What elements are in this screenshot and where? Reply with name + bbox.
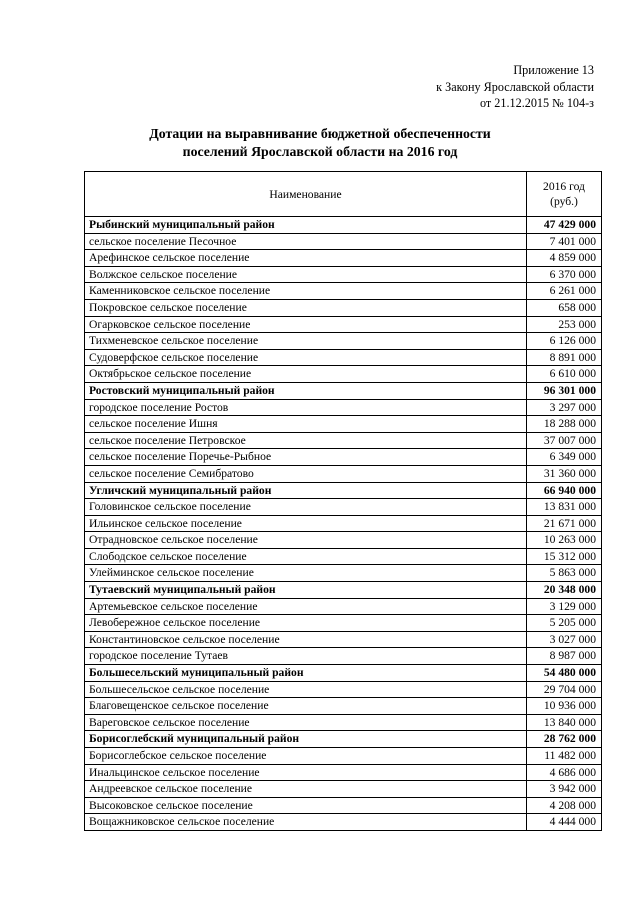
settlement-row xyxy=(85,316,602,333)
settlement-row xyxy=(85,250,602,267)
row-name: Огарковское сельское поселение xyxy=(85,316,527,333)
row-amount: 658 000 xyxy=(527,299,602,316)
row-amount: 6 349 000 xyxy=(527,449,602,466)
column-header-amount xyxy=(527,172,602,217)
settlement-row xyxy=(85,714,602,731)
settlement-row xyxy=(85,565,602,582)
settlement-row xyxy=(85,781,602,798)
document-header xyxy=(436,62,594,112)
row-name: Тутаевский муниципальный район xyxy=(85,582,527,599)
row-amount: 253 000 xyxy=(527,316,602,333)
row-amount: 11 482 000 xyxy=(527,748,602,765)
row-name: Октябрьское сельское поселение xyxy=(85,366,527,383)
settlement-row xyxy=(85,349,602,366)
row-name: Покровское сельское поселение xyxy=(85,299,527,316)
settlement-row xyxy=(85,333,602,350)
row-name: Борисоглебский муниципальный район xyxy=(85,731,527,748)
row-name: Артемьевское сельское поселение xyxy=(85,598,527,615)
settlement-row xyxy=(85,399,602,416)
row-amount: 47 429 000 xyxy=(527,217,602,234)
row-name: сельское поселение Петровское xyxy=(85,432,527,449)
settlement-row xyxy=(85,648,602,665)
district-row xyxy=(85,482,602,499)
page-title xyxy=(0,125,640,160)
row-name: Тихменевское сельское поселение xyxy=(85,333,527,350)
row-name: Ильинское сельское поселение xyxy=(85,515,527,532)
row-name: Улейминское сельское поселение xyxy=(85,565,527,582)
subsidy-table xyxy=(84,171,602,831)
settlement-row xyxy=(85,449,602,466)
row-amount: 15 312 000 xyxy=(527,548,602,565)
row-amount: 6 126 000 xyxy=(527,333,602,350)
district-row xyxy=(85,731,602,748)
row-amount: 13 831 000 xyxy=(527,499,602,516)
settlement-row xyxy=(85,299,602,316)
district-row xyxy=(85,217,602,234)
law-reference: к Закону Ярославской области xyxy=(436,79,594,94)
settlement-row xyxy=(85,748,602,765)
row-name: сельское поселение Поречье-Рыбное xyxy=(85,449,527,466)
row-name: Андреевское сельское поселение xyxy=(85,781,527,798)
column-header-year: 2016 год xyxy=(543,180,585,193)
row-name: Константиновское сельское поселение xyxy=(85,631,527,648)
row-name: городское поселение Тутаев xyxy=(85,648,527,665)
row-amount: 37 007 000 xyxy=(527,432,602,449)
settlement-row xyxy=(85,548,602,565)
row-amount: 6 370 000 xyxy=(527,266,602,283)
settlement-row xyxy=(85,499,602,516)
column-header-unit: (руб.) xyxy=(550,195,578,208)
row-name: Большесельское сельское поселение xyxy=(85,681,527,698)
row-amount: 96 301 000 xyxy=(527,382,602,399)
settlement-row xyxy=(85,432,602,449)
table-header-row xyxy=(85,172,602,217)
row-amount: 6 610 000 xyxy=(527,366,602,383)
column-header-name: Наименование xyxy=(85,172,527,217)
settlement-row xyxy=(85,814,602,831)
row-amount: 13 840 000 xyxy=(527,714,602,731)
row-amount: 3 942 000 xyxy=(527,781,602,798)
row-amount: 8 891 000 xyxy=(527,349,602,366)
row-name: сельское поселение Песочное xyxy=(85,233,527,250)
settlement-row xyxy=(85,233,602,250)
title-line-1: Дотации на выравнивание бюджетной обеспеченности xyxy=(149,126,491,141)
row-name: сельское поселение Ишня xyxy=(85,416,527,433)
row-amount: 29 704 000 xyxy=(527,681,602,698)
settlement-row xyxy=(85,283,602,300)
row-amount: 4 208 000 xyxy=(527,797,602,814)
row-name: Большесельский муниципальный район xyxy=(85,665,527,682)
settlement-row xyxy=(85,465,602,482)
settlement-row xyxy=(85,532,602,549)
settlement-row xyxy=(85,366,602,383)
row-name: Ростовский муниципальный район xyxy=(85,382,527,399)
row-amount: 20 348 000 xyxy=(527,582,602,599)
row-amount: 4 686 000 xyxy=(527,764,602,781)
settlement-row xyxy=(85,681,602,698)
row-amount: 6 261 000 xyxy=(527,283,602,300)
row-amount: 7 401 000 xyxy=(527,233,602,250)
row-amount: 5 863 000 xyxy=(527,565,602,582)
row-amount: 54 480 000 xyxy=(527,665,602,682)
row-amount: 31 360 000 xyxy=(527,465,602,482)
settlement-row xyxy=(85,797,602,814)
row-name: Слободское сельское поселение xyxy=(85,548,527,565)
row-name: Отрадновское сельское поселение xyxy=(85,532,527,549)
appendix-number: Приложение 13 xyxy=(513,63,594,77)
settlement-row xyxy=(85,515,602,532)
settlement-row xyxy=(85,698,602,715)
row-name: Волжское сельское поселение xyxy=(85,266,527,283)
row-amount: 10 263 000 xyxy=(527,532,602,549)
row-name: Рыбинский муниципальный район xyxy=(85,217,527,234)
row-amount: 3 129 000 xyxy=(527,598,602,615)
title-line-2: поселений Ярославской области на 2016 год xyxy=(182,143,458,159)
settlement-row xyxy=(85,598,602,615)
row-amount: 4 444 000 xyxy=(527,814,602,831)
row-name: Головинское сельское поселение xyxy=(85,499,527,516)
law-date: от 21.12.2015 № 104-з xyxy=(479,96,594,111)
row-name: Благовещенское сельское поселение xyxy=(85,698,527,715)
row-amount: 3 027 000 xyxy=(527,631,602,648)
district-row xyxy=(85,665,602,682)
row-name: Арефинское сельское поселение xyxy=(85,250,527,267)
row-amount: 28 762 000 xyxy=(527,731,602,748)
district-row xyxy=(85,382,602,399)
row-name: Борисоглебское сельское поселение xyxy=(85,748,527,765)
row-name: Вареговское сельское поселение xyxy=(85,714,527,731)
row-amount: 10 936 000 xyxy=(527,698,602,715)
row-name: Левобережное сельское поселение xyxy=(85,615,527,632)
row-amount: 18 288 000 xyxy=(527,416,602,433)
row-amount: 66 940 000 xyxy=(527,482,602,499)
row-amount: 8 987 000 xyxy=(527,648,602,665)
district-row xyxy=(85,582,602,599)
row-name: Судоверфское сельское поселение xyxy=(85,349,527,366)
row-name: Инальцинское сельское поселение xyxy=(85,764,527,781)
settlement-row xyxy=(85,631,602,648)
row-amount: 4 859 000 xyxy=(527,250,602,267)
settlement-row xyxy=(85,266,602,283)
row-name: Угличский муниципальный район xyxy=(85,482,527,499)
row-amount: 21 671 000 xyxy=(527,515,602,532)
settlement-row xyxy=(85,416,602,433)
row-amount: 5 205 000 xyxy=(527,615,602,632)
table-body xyxy=(85,217,602,831)
row-name: Вощажниковское сельское поселение xyxy=(85,814,527,831)
settlement-row xyxy=(85,764,602,781)
row-name: сельское поселение Семибратово xyxy=(85,465,527,482)
settlement-row xyxy=(85,615,602,632)
row-amount: 3 297 000 xyxy=(527,399,602,416)
row-name: Высоковское сельское поселение xyxy=(85,797,527,814)
row-name: Каменниковское сельское поселение xyxy=(85,283,527,300)
row-name: городское поселение Ростов xyxy=(85,399,527,416)
